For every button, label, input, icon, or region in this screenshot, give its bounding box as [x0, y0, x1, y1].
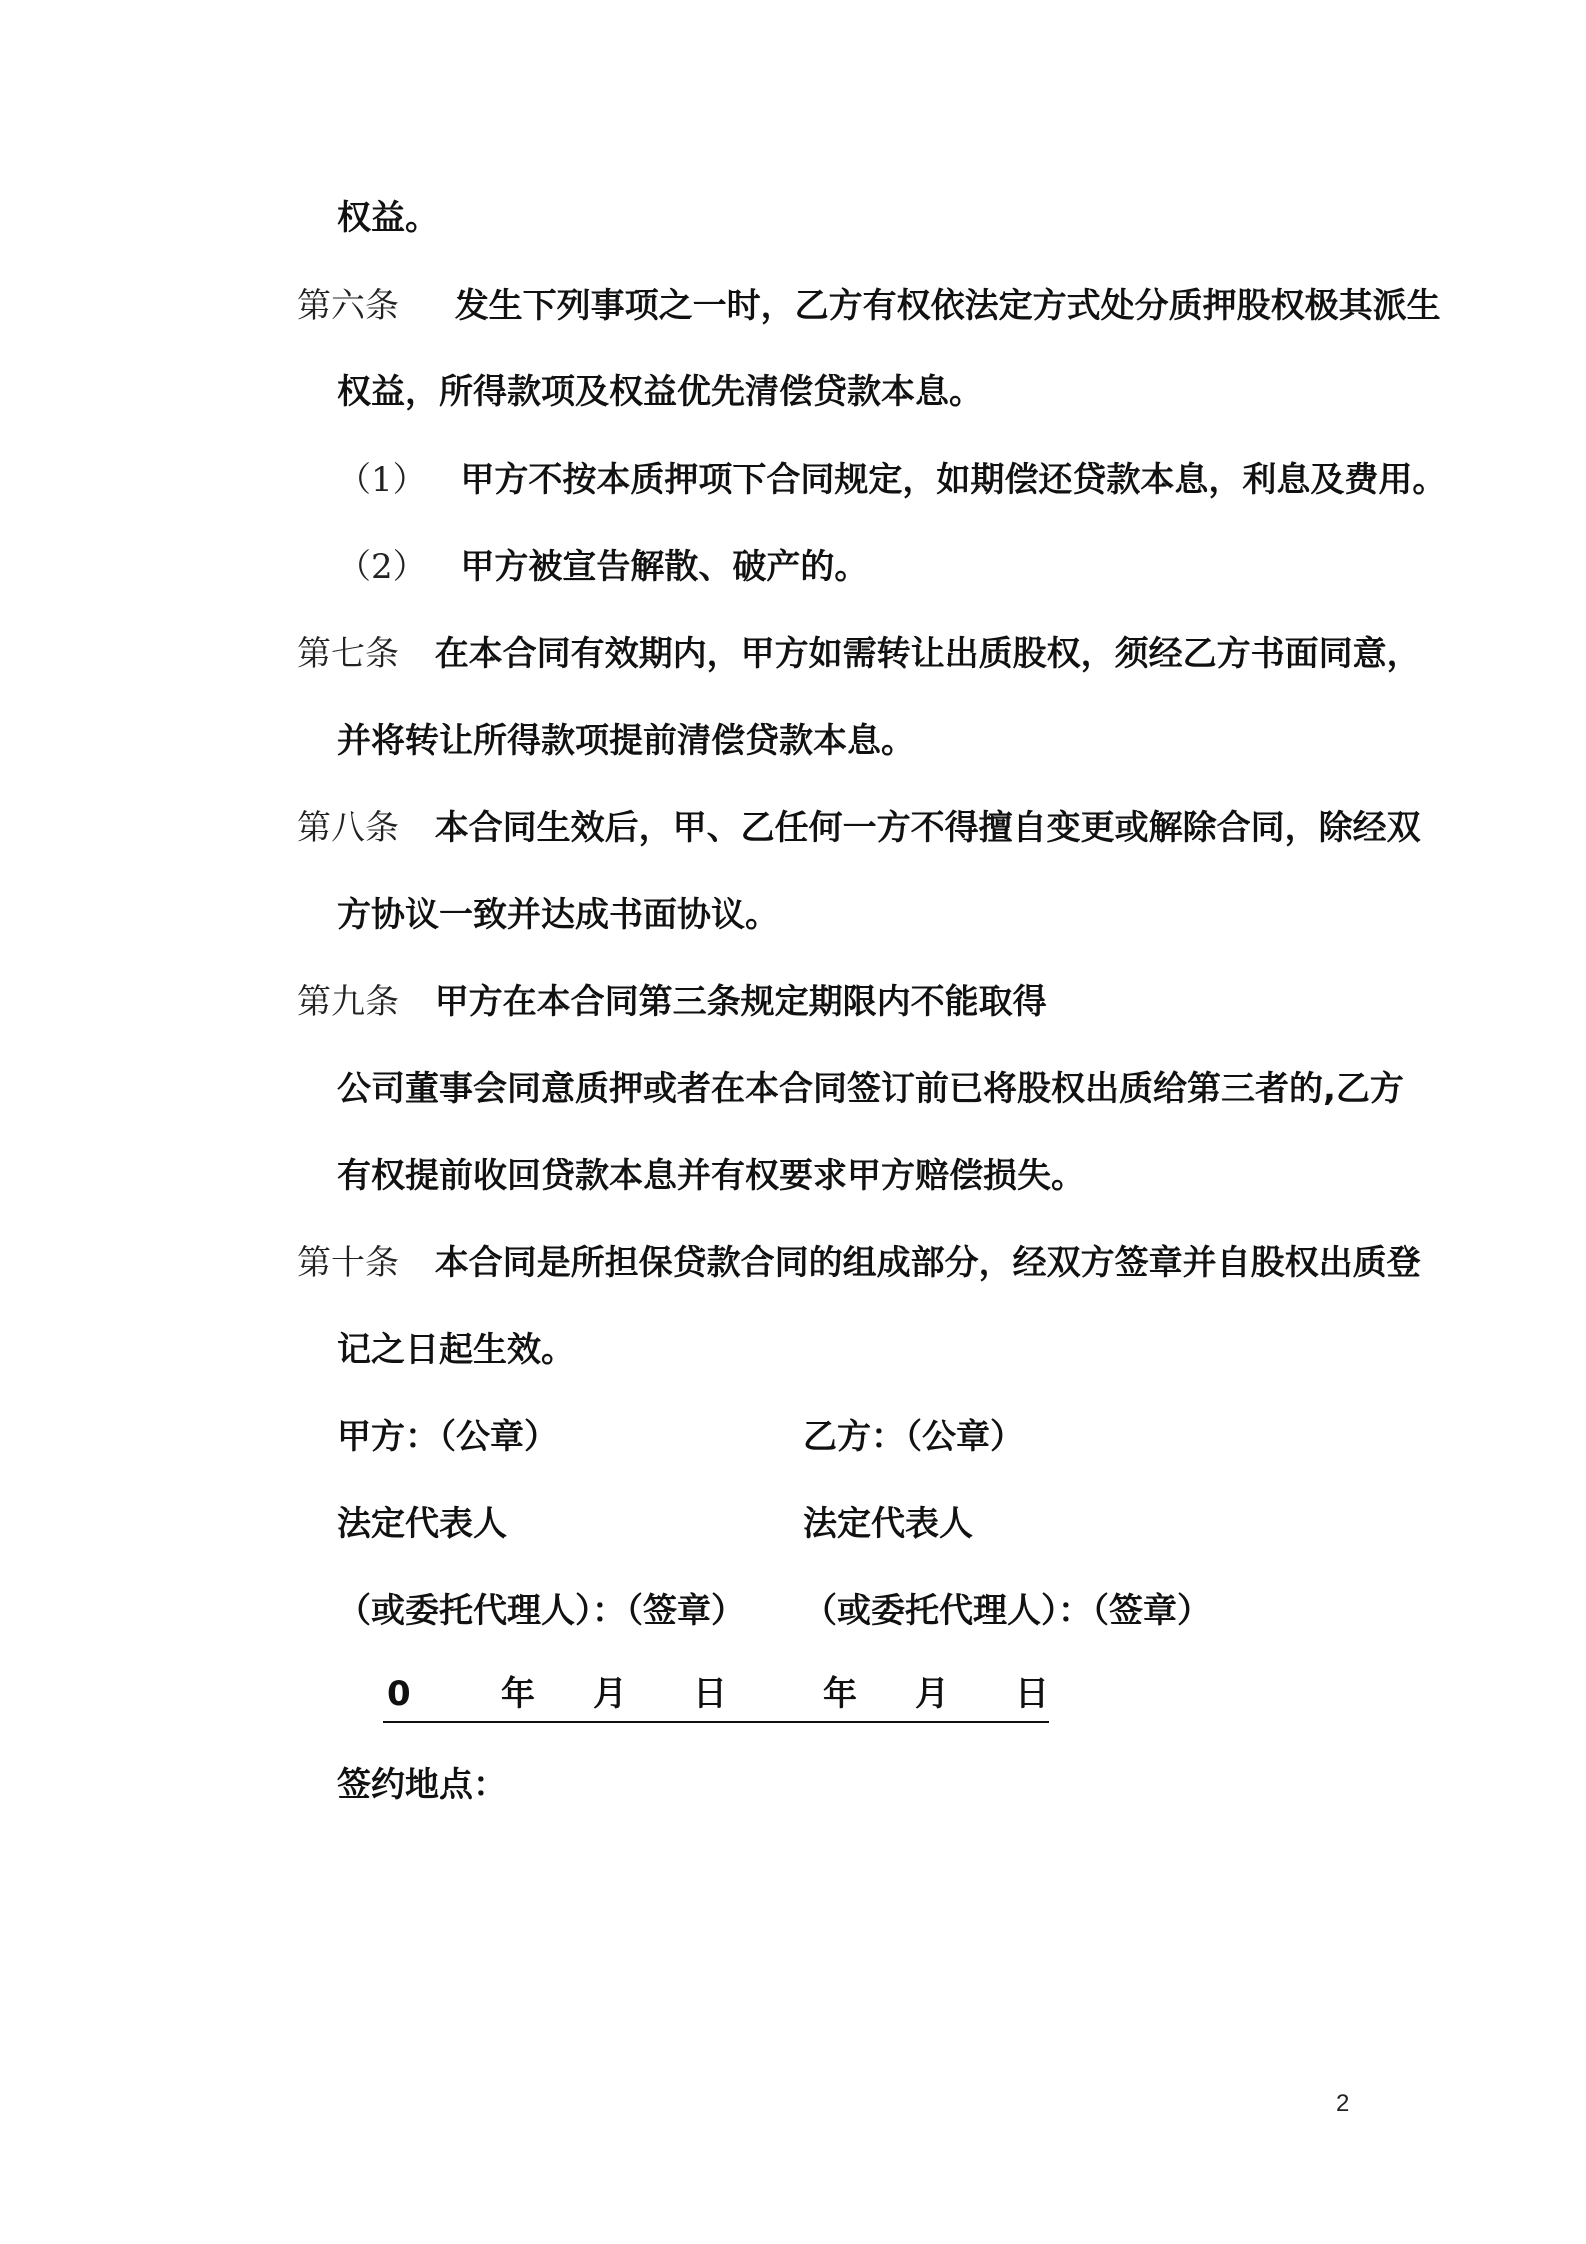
article-10	[297, 1241, 1421, 1285]
party-b-month: 月	[915, 1674, 949, 1714]
article-6	[297, 284, 1441, 328]
article-label: 第七条	[297, 634, 399, 674]
list-number: （1）	[337, 460, 427, 500]
paragraph-line	[337, 1067, 1404, 1111]
article-label: 第十条	[297, 1243, 399, 1283]
list-text: 甲方被宣告解散、破产的。	[460, 547, 869, 587]
article-7	[297, 632, 1421, 676]
paragraph-line	[337, 1154, 1085, 1198]
list-item-2	[337, 545, 868, 589]
list-number: （2）	[337, 547, 427, 587]
article-9	[297, 980, 1047, 1024]
signing-place: 签约地点：	[337, 1765, 507, 1805]
party-a-representative: 法定代表人	[337, 1504, 507, 1544]
paragraph-line	[337, 893, 779, 937]
party-a-agent: （或委托代理人）：（签章）	[337, 1591, 745, 1631]
party-a-seal: 甲方：（公章）	[337, 1417, 558, 1457]
article-label: 第六条	[297, 286, 399, 326]
party-a-year-prefix: 0	[387, 1674, 411, 1714]
article-text: 甲方在本合同第三条规定期限内不能取得	[434, 982, 1047, 1022]
paragraph-line	[337, 719, 915, 763]
party-b-agent: （或委托代理人）：（签章）	[803, 1591, 1211, 1631]
list-text: 甲方不按本质押项下合同规定，如期偿还贷款本息，利息及费用。	[460, 460, 1447, 500]
party-b-representative: 法定代表人	[803, 1504, 973, 1544]
article-text: 本合同是所担保贷款合同的组成部分，经双方签章并自股权出质登	[434, 1243, 1421, 1283]
party-a-day: 日	[693, 1674, 727, 1714]
text: 有权提前收回贷款本息并有权要求甲方赔偿损失。	[337, 1156, 1085, 1196]
article-text: 发生下列事项之一时，乙方有权依法定方式处分质押股权极其派生	[454, 286, 1441, 326]
paragraph-line	[337, 370, 983, 414]
party-b-day: 日	[1015, 1674, 1049, 1714]
text: 公司董事会同意质押或者在本合同签订前已将股权出质给第三者的,乙方	[337, 1069, 1404, 1109]
signature-date-row	[383, 1672, 1049, 1716]
paragraph-line	[337, 1328, 575, 1372]
party-a-month: 月	[593, 1674, 627, 1714]
article-label: 第八条	[297, 808, 399, 848]
party-b-year: 年	[823, 1674, 857, 1714]
party-a-year: 年	[501, 1674, 535, 1714]
text: 并将转让所得款项提前清偿贷款本息。	[337, 721, 915, 761]
text: 方协议一致并达成书面协议。	[337, 895, 779, 935]
text: 记之日起生效。	[337, 1330, 575, 1370]
list-item-1	[337, 458, 1446, 502]
page-number: 2	[1336, 2090, 1350, 2117]
article-text: 在本合同有效期内，甲方如需转让出质股权，须经乙方书面同意，	[434, 634, 1421, 674]
text: 权益。	[337, 198, 439, 238]
article-8	[297, 806, 1421, 850]
party-b-seal: 乙方：（公章）	[803, 1417, 1024, 1457]
article-label: 第九条	[297, 982, 399, 1022]
paragraph-line	[337, 196, 439, 240]
article-text: 本合同生效后，甲、乙任何一方不得擅自变更或解除合同，除经双	[434, 808, 1421, 848]
text: 权益，所得款项及权益优先清偿贷款本息。	[337, 372, 983, 412]
date-underline	[383, 1721, 1049, 1723]
